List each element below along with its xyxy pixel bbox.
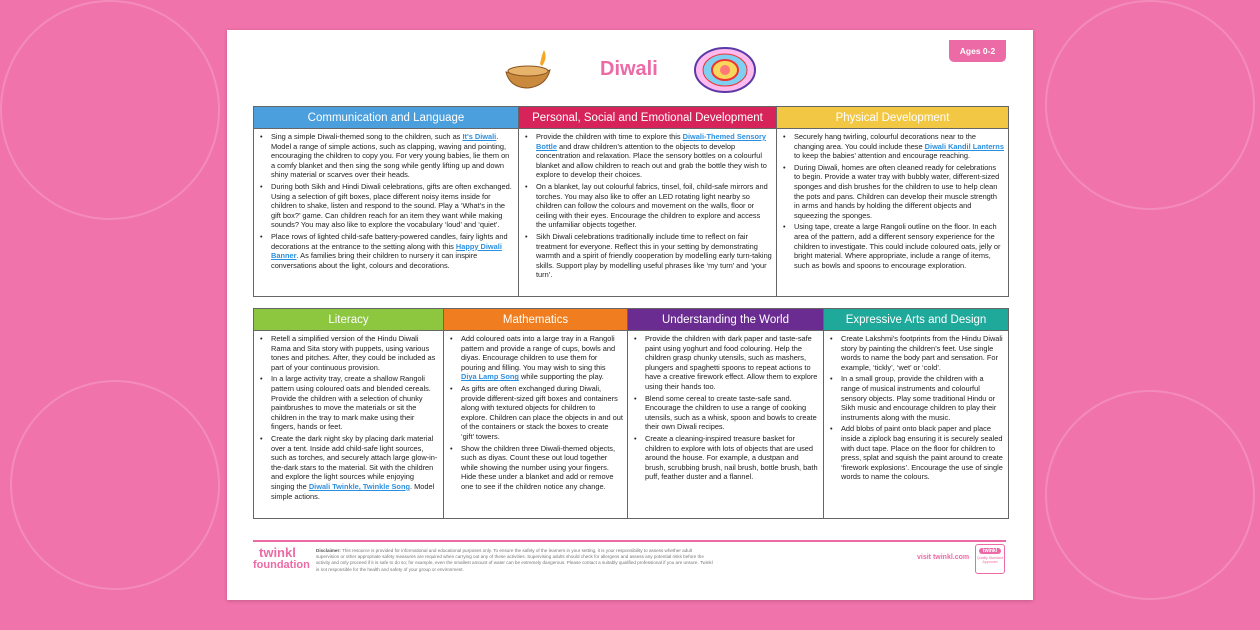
list-item — [830, 374, 1004, 422]
list-item — [783, 222, 1004, 270]
section-heading: Understanding the World — [628, 309, 823, 331]
activity-list — [824, 331, 1008, 484]
section-column — [444, 309, 628, 518]
footer-divider — [253, 540, 1006, 542]
item-text: Show the children three Diwali-themed objects, such as diyas. Count these out loud together while showing the number using your fingers. Hide these under a blanket and add or remove one to see if the children notice any change. — [461, 443, 616, 491]
list-item — [783, 132, 1004, 161]
quality-badge — [975, 544, 1005, 574]
list-item — [783, 163, 1004, 221]
section-column — [824, 309, 1008, 518]
section-heading: Literacy — [254, 309, 443, 331]
activity-list — [519, 129, 776, 282]
logo-text: twinkl — [259, 545, 296, 560]
item-text: . Model a range of simple actions, such as clapping, waving and pointing, encouraging the children to copy you. For very young babies, lie them on a comfy blanket and then sing the song while gently lifting up and down shiny material or scarves over their heads. — [271, 132, 510, 180]
item-text: Add coloured oats into a large tray in a Rangoli pattern and provide a range of cups, bowls and diyas. Encourage children to use them for pouring and filling. You may wish to sing this — [461, 334, 616, 372]
item-text: Create a cleaning-inspired treasure basket for children to explore with lots of objects that are used around the house. For example, a dustpan and brush, scrubbing brush, nail brush, bottle brush, bath puff, feather duster and a flannel. — [645, 433, 818, 482]
list-item — [260, 182, 514, 230]
list-item — [450, 444, 623, 492]
activity-list — [777, 129, 1008, 272]
activity-list — [628, 331, 823, 484]
item-text: Create the dark night sky by placing dark material over a tent. Inside add child-safe light sources, such as torches, and securely attach large glow-in-the-dark stars to the material. Sit with the children and explore the light sources while enjoying singing the — [271, 433, 438, 491]
rangoli-icon — [693, 46, 757, 94]
item-text: and draw children’s attention to the objects to develop concentration and relaxation. Place the sensory bottles on a colourful blanket and allow children to reach out and grab the bottle they wish to explore to develop their choices. — [536, 141, 767, 180]
resource-link[interactable]: Diwali Twinkle, Twinkle Song — [308, 481, 410, 491]
list-item — [525, 132, 772, 180]
section-heading: Personal, Social and Emotional Development — [519, 107, 776, 129]
list-item — [260, 232, 514, 270]
disclaimer — [316, 548, 716, 573]
resource-link[interactable]: Diwali-Themed Sensory Bottle — [536, 132, 767, 151]
item-text: Securely hang twirling, colourful decorations near to the changing area. You could include these — [794, 132, 976, 151]
disclaimer-label: Disclaimer: — [316, 548, 341, 553]
list-item — [525, 232, 772, 280]
resource-link[interactable]: Diwali Kandil Lanterns — [924, 141, 1004, 151]
section-column — [254, 309, 444, 518]
item-text: Sikh Diwali celebrations traditionally include time to reflect on fair treatment for everyone. Reflect this in your setting by demonstrating warmth and a spirit of friendly cooperation by modelling early turn-taking skills. Support play by modelling useful phrases like ‘my turn’ and ‘your turn’. — [536, 231, 772, 280]
item-text: Blend some cereal to create taste-safe sand. Encourage the children to use a range of cooking utensils, such as a whisk, spoon and bowls to create their own Diwali recipes. — [645, 393, 817, 432]
item-text: Using tape, create a large Rangoli outline on the floor. In each area of the pattern, add a different sensory experience for the children to investigate. This could include coloured oats, jelly or bright material. Where appropriate, include a range of items, such as bowls and spoons to encourage exploration. — [794, 222, 1001, 270]
item-text: Retell a simplified version of the Hindu Diwali Rama and Sita story with puppets, using various tones and pitches. After, they could be included as part of your continuous provision. — [271, 334, 436, 372]
badge-text: Quality Standard Approved — [976, 556, 1004, 564]
list-item — [260, 334, 439, 372]
item-text: On a blanket, lay out colourful fabrics, tinsel, foil, child-safe mirrors and torches. You may also like to offer an LED rotating light nearby so children can follow the colours and movement on the walls, floor or ceiling with their eyes. Encourage the children to explore and access the unfamiliar objects together. — [536, 181, 768, 230]
twinkl-foundation-logo — [253, 546, 310, 572]
list-item — [450, 384, 623, 442]
item-text: . Model simple actions. — [271, 481, 435, 501]
resource-link[interactable]: Happy Diwali Banner — [271, 241, 502, 261]
item-text: In a large activity tray, create a shallow Rangoli pattern using coloured oats and blended cereals. Provide the children with a selection of chunky paintbrushes to move the materials or sit the children in the tray to mark make using their fingers, hands or feet. — [271, 374, 431, 432]
list-item — [634, 334, 819, 392]
item-text: while supporting the play. — [518, 372, 604, 382]
item-text: . As families bring their children to nursery it can inspire conversations about the light, colours and decorations. — [271, 251, 478, 270]
item-text: Add blobs of paint onto black paper and place inside a ziplock bag ensuring it is securely sealed with duct tape. Place on the floor for children to press, splat and squish the paint around to create ‘firework explosions’. Encourage the use of single words to name the colours. — [841, 424, 1003, 482]
top-sections-table — [253, 106, 1009, 297]
item-text: Provide the children with time to explore this — [536, 132, 683, 141]
logo-subtext: foundation — [253, 559, 310, 571]
item-text: Create Lakshmi’s footprints from the Hindu Diwali story by painting the children’s feet. Use single words to name the body part and sensation. For example, ‘tickly’, ‘wet’ or ‘cold’. — [841, 334, 1003, 372]
resource-link[interactable]: It's Diwali — [462, 132, 497, 141]
item-text: to keep the babies’ attention and encourage reaching. — [794, 151, 971, 161]
resource-link[interactable]: Diya Lamp Song — [461, 372, 519, 382]
list-item — [634, 394, 819, 432]
item-text: During both Sikh and Hindi Diwali celebrations, gifts are often exchanged. Using a selection of gift boxes, place different noisy items inside for children to shake, listen and respond to the sound. Play a ‘What’s in the gift box?’ game. Can children reach for an item they want while making sounds? You may also like to explore the vocabulary ‘loud’ and ‘quiet’. — [271, 181, 512, 230]
background-decoration — [1045, 390, 1255, 600]
background-decoration — [1045, 0, 1255, 210]
diya-lamp-icon — [502, 50, 552, 90]
item-text: Sing a simple Diwali-themed song to the children, such as — [271, 132, 463, 141]
list-item — [634, 434, 819, 482]
list-item — [260, 132, 514, 180]
activity-list — [254, 129, 518, 272]
list-item — [830, 334, 1004, 372]
badge-title: twinkl — [979, 548, 1001, 554]
item-text: In a small group, provide the children with a range of musical instruments and colourful sensory objects. Play some traditional Hindu or Sikh music and encourage children to play their instruments along with the music. — [841, 374, 997, 422]
worksheet-page — [227, 30, 1033, 600]
list-item — [260, 374, 439, 432]
item-text: Provide the children with dark paper and taste-safe paint using yoghurt and food colouring. Help the children grasp chunky utensils, such as mashers, plungers and spaghetti spoons to repeat actions to have a creative firework effect. Allow them to explore using their hands too. — [645, 334, 818, 391]
visit-twinkl-link[interactable]: visit twinkl.com — [917, 554, 970, 561]
page-title: Diwali — [600, 58, 658, 80]
item-text: Place rows of lighted child-safe battery-powered candles, fairy lights and decorations at the entrance to the setting along with this — [271, 231, 508, 251]
section-heading: Communication and Language — [254, 107, 518, 129]
section-column — [254, 107, 519, 296]
disclaimer-text: This resource is provided for informational and educational purposes only. To ensure the safety of the learners in your setting, it is your responsibility to assess whether adult supervision or other appropriate safety measures are required when carrying out any of these activities. Supervising adults should check for allergens and assess any potential risks before the activity and only proceed if it is safe to do so; for example, even the smallest amount of water can be extremely dangerous. Please contact a suitably qualified professional if you are unsure. Twinkl is not responsible for the health and safety of your group or environment. — [316, 548, 713, 572]
section-column — [628, 309, 824, 518]
section-column — [519, 107, 777, 296]
item-text: As gifts are often exchanged during Diwali, provide different-sized gift boxes and containers along with textured objects for children to explore. Children can place the objects in and out of the containers or stack the boxes to create ‘gift’ towers. — [461, 383, 623, 441]
list-item — [830, 424, 1004, 482]
list-item — [525, 182, 772, 230]
list-item — [450, 334, 623, 382]
section-heading: Physical Development — [777, 107, 1008, 129]
section-column — [777, 107, 1008, 296]
item-text: During Diwali, homes are often cleaned ready for celebrations to begin. Provide a water tray with bubbly water, different-sized sponges and dish brushes for the children to use to help clean the pots and pans. Children can develop their muscle strength in arms and hands by holding the different objects and squeezing the sponges. — [794, 162, 1000, 220]
section-heading: Expressive Arts and Design — [824, 309, 1008, 331]
background-decoration — [0, 0, 220, 220]
activity-list — [444, 331, 627, 494]
background-decoration — [10, 380, 220, 590]
bottom-sections-table — [253, 308, 1009, 519]
list-item — [260, 434, 439, 501]
section-heading: Mathematics — [444, 309, 627, 331]
age-badge: Ages 0-2 — [949, 40, 1006, 62]
activity-list — [254, 331, 443, 503]
